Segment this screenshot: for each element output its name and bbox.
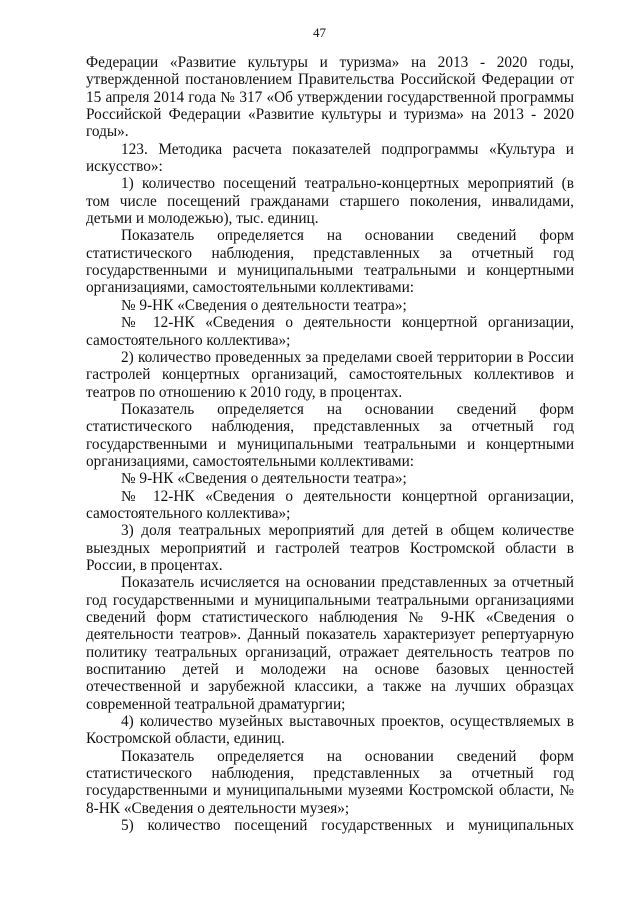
- paragraph: Федерации «Развитие культуры и туризма» на 2013 - 2020 годы, утвержденной постановлением Правительства Российской Федерации от 15 апреля 2014 года № 317 «Об утверждении государственной программы Российской Федерации «Развитие культуры и туризма» на 2013 - 2020 годы».: [86, 54, 574, 141]
- paragraph: 2) количество проведенных за пределами своей территории в России гастролей концертных организаций, самостоятельных коллективов и театров по отношению к 2010 году, в процентах.: [86, 348, 574, 401]
- paragraph: Показатель определяется на основании сведений форм статистического наблюдения, представленных за отчетный год государственными и муниципальными театральными и концертными организациями, самостоятельными коллективами:: [86, 227, 574, 297]
- paragraph: 123. Методика расчета показателей подпрограммы «Культура и искусство»:: [86, 140, 574, 176]
- paragraph: 4) количество музейных выставочных проектов, осуществляемых в Костромской области, единиц.: [86, 713, 574, 748]
- paragraph: № 9-НК «Сведения о деятельности театра»;: [121, 470, 407, 488]
- paragraph: Показатель исчисляется на основании представленных за отчетный год государственными и муниципальными театральными организациями сведений форм статистического наблюдения № 9-НК «Сведения о деятельности театров». Данный показатель характеризует репертуарную политику театральных организаций, отражает деятельность театров по воспитанию детей и молодежи на основе базовых ценностей отечественной и зарубежной классики, а также на лучших образцах современной театральной драматургии;: [86, 574, 574, 713]
- paragraph: 5) количество посещений государственных и муниципальных: [121, 817, 574, 835]
- paragraph: № 9-НК «Сведения о деятельности театра»;: [121, 296, 407, 314]
- paragraph: № 12-НК «Сведения о деятельности концертной организации, самостоятельного коллектива»;: [86, 487, 574, 522]
- paragraph: № 12-НК «Сведения о деятельности концертной организации, самостоятельного коллектива»;: [86, 314, 574, 349]
- paragraph: Показатель определяется на основании сведений форм статистического наблюдения, представленных за отчетный год государственными и муниципальными театральными и концертными организациями, самостоятельными коллективами:: [86, 400, 574, 470]
- document-body: [86, 54, 574, 834]
- page-number: 47: [313, 25, 326, 40]
- paragraph: 3) доля театральных мероприятий для детей в общем количестве выездных мероприятий и гастролей театров Костромской области в России, в процентах.: [86, 522, 574, 574]
- paragraph: 1) количество посещений театрально-концертных мероприятий (в том числе посещений гражданами старшего поколения, инвалидами, детьми и молодежью), тыс. единиц.: [86, 175, 574, 228]
- paragraph: Показатель определяется на основании сведений форм статистического наблюдения, представленных за отчетный год государственными и муниципальными музеями Костромской области, № 8-НК «Сведения о деятельности музея»;: [86, 747, 574, 817]
